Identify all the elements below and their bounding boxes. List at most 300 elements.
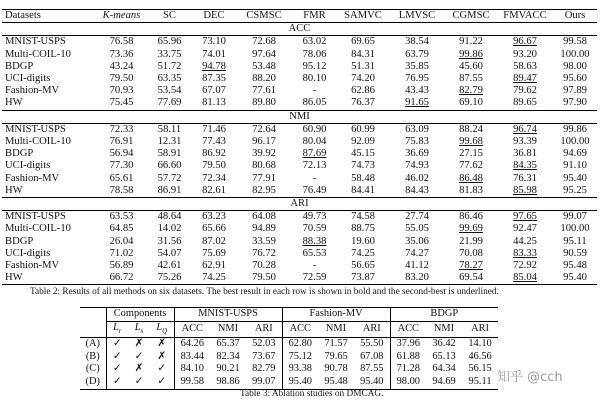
table-cell: 33.75: [157, 48, 182, 60]
table-cell: 93.39: [513, 136, 537, 148]
ablation-cell: 62.80: [288, 338, 312, 350]
column-header-9: FMVACC: [497, 10, 553, 23]
ablation-cell: 79.65: [324, 350, 348, 362]
table-cell: 88.38: [302, 235, 327, 247]
column-header-8: CGMSC: [445, 10, 497, 23]
table-cell: 45.15: [351, 148, 375, 160]
column-header-2: SC: [147, 10, 192, 23]
metric-nmi: NMI: [318, 321, 354, 338]
column-header-5: FMR: [292, 10, 337, 23]
table-cell: 99.68: [459, 136, 483, 148]
table-cell: 99.86: [459, 48, 483, 60]
table-cell: 70.59: [302, 223, 327, 235]
ablation-row-id: (C): [85, 363, 100, 375]
component-lr: $L_r$: [106, 321, 128, 338]
table-cell: 86.05: [302, 97, 327, 109]
ablation-row: [80, 338, 498, 351]
table-cell: 81.13: [202, 97, 226, 109]
ablation-cell: 64.26: [180, 338, 204, 350]
table-cell: 76.95: [405, 73, 429, 85]
table-cell: 70.93: [109, 85, 134, 97]
table-cell: 100.00: [560, 48, 590, 60]
metric-ari: ARI: [246, 321, 282, 338]
dataset-name: UCI-digits: [5, 247, 51, 259]
table-cell: 82.95: [252, 184, 276, 196]
section-label: ACC: [2, 23, 597, 36]
ablation-cell: 95.11: [462, 376, 498, 389]
table-row: [2, 173, 597, 185]
table-cell: 89.65: [513, 97, 537, 109]
ablation-cell: 90.78: [324, 363, 348, 375]
table-cell: 58.63: [513, 60, 537, 72]
cross-icon: ✗: [134, 338, 144, 350]
table-cell: 65.53: [302, 247, 327, 259]
ablation-cell: 37.96: [396, 338, 420, 350]
table-cell: 35.85: [405, 60, 429, 72]
table-cell: 80.10: [302, 73, 327, 85]
table-cell: 100.00: [560, 136, 590, 148]
column-header-3: DEC: [192, 10, 236, 23]
section-label: ARI: [2, 198, 597, 211]
table-cell: 42.61: [157, 260, 182, 272]
cross-icon: ✗: [150, 338, 174, 351]
table-cell: 78.06: [302, 48, 327, 60]
table-cell: 72.92: [513, 260, 537, 272]
table-cell: 96.74: [513, 123, 537, 135]
table-cell: 90.59: [563, 247, 587, 259]
ablation-cell: 82.34: [216, 350, 240, 362]
table-cell: 56.89: [109, 260, 134, 272]
table-cell: 88.75: [351, 223, 375, 235]
ablation-cell: 90.21: [216, 363, 240, 375]
ablation-cell: 61.88: [396, 350, 420, 362]
check-icon: ✓: [106, 351, 128, 364]
table-cell: 33.59: [252, 235, 276, 247]
table-cell: 85.04: [497, 272, 553, 285]
ablation-cell: 75.12: [288, 350, 312, 362]
table-cell: 84.41: [351, 184, 375, 196]
ablation-cell: 71.28: [396, 363, 420, 375]
table-cell: 31.56: [157, 235, 182, 247]
table-cell: 95.11: [563, 235, 587, 247]
table-cell: -: [312, 260, 317, 272]
dataset-name: Multi-COIL-10: [5, 223, 71, 235]
table-row: [2, 61, 597, 73]
table-cell: 70.28: [252, 260, 276, 272]
ablation-cell: 65.13: [432, 350, 456, 362]
table-cell: 58.11: [157, 123, 182, 135]
table-cell: 60.99: [351, 123, 375, 135]
table-cell: 95.60: [563, 73, 587, 85]
check-icon: ✓: [150, 363, 174, 376]
table-cell: 87.69: [302, 148, 327, 160]
metric-acc: ACC: [174, 321, 210, 338]
table-cell: 88.24: [459, 123, 483, 135]
table-cell: 74.58: [351, 211, 375, 223]
table-cell: 62.91: [202, 260, 226, 272]
table-cell: 79.50: [202, 160, 226, 172]
table-row: [2, 97, 597, 110]
table-cell: 94.78: [202, 60, 226, 72]
table-cell: 65.66: [202, 223, 226, 235]
table-row: [2, 136, 597, 148]
column-header-10: Ours: [553, 10, 597, 23]
table-cell: 100.00: [560, 223, 590, 235]
table-cell: 76.37: [351, 97, 375, 109]
ablation-row-id: (B): [85, 350, 100, 362]
table-row: [2, 211, 597, 224]
table-cell: 65.61: [109, 172, 134, 184]
table-row: [2, 160, 597, 172]
table-cell: 53.48: [252, 60, 276, 72]
table-cell: 73.36: [109, 48, 134, 60]
table-cell: 86.92: [202, 148, 226, 160]
table-cell: 97.65: [513, 211, 537, 223]
check-icon: ✓: [134, 350, 144, 362]
table-cell: 77.43: [202, 136, 226, 148]
table-cell: 78.27: [459, 260, 483, 272]
table-cell: 58.91: [157, 148, 182, 160]
table-cell: 79.50: [236, 272, 292, 285]
table-cell: 74.25: [192, 272, 236, 285]
table-cell: 84.43: [405, 184, 429, 196]
table-row: [2, 148, 597, 160]
table-cell: 95.25: [563, 184, 587, 196]
ablation-cell: 82.79: [246, 363, 282, 376]
table-cell: 72.64: [252, 123, 276, 135]
dataset-name: BDGP: [5, 235, 34, 247]
table-cell: 62.86: [351, 85, 375, 97]
table-cell: 85.98: [513, 184, 537, 196]
section-header-row: [2, 198, 597, 211]
components-label: Components: [106, 308, 174, 322]
table-cell: 53.54: [157, 85, 182, 97]
table-cell: 87.35: [202, 73, 226, 85]
table-cell: 69.10: [459, 97, 483, 109]
table-cell: 21.99: [459, 235, 483, 247]
table-cell: 96.17: [252, 136, 276, 148]
table-row: [2, 73, 597, 85]
table-cell: 67.07: [202, 85, 226, 97]
table-cell: 27.15: [459, 148, 483, 160]
dataset-name: BDGP: [5, 148, 34, 160]
table-row: [2, 49, 597, 61]
table-cell: 58.48: [351, 172, 375, 184]
table-cell: 27.74: [405, 211, 429, 223]
component-lq: $L_Q$: [150, 321, 174, 338]
ablation-cell: 99.07: [246, 376, 282, 389]
ablation-row-id: (D): [80, 376, 106, 389]
table-cell: 82.79: [459, 85, 483, 97]
ablation-cell: 95.40: [354, 376, 390, 389]
table-cell: 39.92: [252, 148, 276, 160]
table-cell: 77.62: [459, 160, 483, 172]
table-cell: 64.08: [252, 211, 276, 223]
component-ls: $L_s$: [128, 321, 150, 338]
table-cell: 76.72: [252, 247, 276, 259]
ablation-cell: 83.44: [180, 350, 204, 362]
table-cell: 36.81: [513, 148, 537, 160]
table-cell: 93.20: [513, 48, 537, 60]
ablation-table: [80, 307, 498, 390]
table-cell: 74.73: [351, 160, 375, 172]
table3-caption: Table 3: Ablation studies on DMCAG.: [240, 389, 384, 399]
table-cell: 72.34: [202, 172, 226, 184]
ablation-corner: [80, 308, 106, 322]
table-cell: 38.54: [405, 36, 429, 48]
table-cell: 36.69: [405, 148, 429, 160]
table-cell: 95.40: [563, 172, 587, 184]
ablation-cell: 64.34: [432, 363, 456, 375]
table-cell: 79.62: [513, 85, 537, 97]
metric-ari: ARI: [354, 321, 390, 338]
ablation-header-top: [80, 308, 498, 322]
dataset-name: Multi-COIL-10: [5, 136, 71, 148]
ablation-dataset-0: MNIST-USPS: [174, 308, 282, 322]
table-cell: 75.26: [147, 272, 192, 285]
table-cell: 87.55: [459, 73, 483, 85]
dataset-name: BDGP: [5, 60, 34, 72]
table-cell: 88.20: [252, 73, 276, 85]
ablation-cell: 98.00: [390, 376, 426, 389]
table-cell: 66.60: [157, 160, 182, 172]
table-cell: 35.06: [405, 235, 429, 247]
ablation-cell: 14.10: [468, 338, 492, 350]
table-cell: 97.89: [563, 85, 587, 97]
dataset-name: Fashion-MV: [5, 260, 60, 272]
ablation-cell: 93.38: [288, 363, 312, 375]
cross-icon: ✗: [150, 351, 174, 364]
table-cell: 86.91: [157, 184, 182, 196]
dataset-name: MNIST-USPS: [5, 123, 66, 135]
table-row: [2, 123, 597, 136]
table-cell: 72.33: [109, 123, 134, 135]
table-cell: 63.53: [109, 211, 134, 223]
ablation-header-sub: [80, 321, 498, 338]
table-cell: 99.69: [459, 223, 483, 235]
table2-caption: Table 2: Results of all methods on six datasets. The best result in each row is shown in bold and the second-best is underlined.: [30, 287, 499, 297]
table-cell: -: [312, 172, 317, 184]
check-icon: ✓: [106, 376, 128, 389]
table-cell: 57.72: [157, 172, 182, 184]
dataset-name: HW: [5, 184, 23, 196]
ablation-cell: 84.10: [180, 363, 204, 375]
table-cell: 74.20: [351, 73, 375, 85]
metric-acc: ACC: [390, 321, 426, 338]
results-table: [2, 9, 597, 285]
ablation-cell: 56.15: [468, 363, 492, 375]
ablation-cell: 36.42: [432, 338, 456, 350]
table-cell: 63.09: [405, 123, 429, 135]
table-cell: 63.35: [157, 73, 182, 85]
table-cell: 94.69: [563, 148, 587, 160]
table-cell: 74.93: [405, 160, 429, 172]
metric-acc: ACC: [282, 321, 318, 338]
dataset-name: Multi-COIL-10: [5, 48, 71, 60]
table-cell: 77.91: [252, 172, 276, 184]
table-cell: 63.02: [302, 36, 327, 48]
table-cell: 49.73: [302, 211, 327, 223]
table-row: [2, 185, 597, 198]
table-cell: 63.23: [202, 211, 226, 223]
check-icon: ✓: [106, 338, 128, 351]
ablation-cell: 46.56: [468, 350, 492, 362]
table-row: [2, 236, 597, 248]
table-cell: 74.01: [202, 48, 226, 60]
table-cell: 91.65: [405, 97, 429, 109]
table-cell: 64.85: [109, 223, 134, 235]
dataset-name: Fashion-MV: [5, 85, 60, 97]
ablation-cell: 98.86: [210, 376, 246, 389]
table-cell: 76.31: [513, 172, 537, 184]
table-row: [2, 272, 597, 285]
table-cell: 56.94: [109, 148, 134, 160]
table-cell: 89.47: [513, 73, 537, 85]
cross-icon: ✗: [134, 363, 144, 375]
ablation-cell: 73.67: [246, 351, 282, 364]
table-cell: 55.05: [405, 223, 429, 235]
table-row: [2, 248, 597, 260]
table-cell: 48.64: [157, 211, 182, 223]
table-cell: 63.79: [405, 48, 429, 60]
table-cell: 80.04: [302, 136, 327, 148]
table-cell: 94.89: [252, 223, 276, 235]
table-cell: 51.31: [351, 60, 375, 72]
table-cell: 70.08: [459, 247, 483, 259]
table-cell: 75.69: [202, 247, 226, 259]
column-header-7: LMVSC: [389, 10, 445, 23]
check-icon: ✓: [106, 363, 128, 376]
table-cell: 91.22: [459, 36, 483, 48]
table-cell: 79.50: [109, 73, 134, 85]
table-cell: 66.72: [96, 272, 147, 285]
table-cell: 75.45: [109, 97, 134, 109]
dataset-name: UCI-digits: [5, 160, 51, 172]
table-cell: 99.07: [563, 211, 587, 223]
table-cell: 54.07: [157, 247, 182, 259]
table-cell: 92.09: [351, 136, 375, 148]
ablation-row: [80, 363, 498, 376]
column-header-6: SAMVC: [337, 10, 389, 23]
table-cell: 99.86: [563, 123, 587, 135]
table-cell: 73.10: [202, 36, 226, 48]
table-row: [2, 85, 597, 97]
table-row: [2, 223, 597, 235]
table-cell: 26.04: [109, 235, 134, 247]
table-cell: 97.64: [252, 48, 276, 60]
table-cell: 89.80: [252, 97, 276, 109]
watermark: 知乎 @cch: [497, 370, 563, 385]
table-cell: 72.68: [252, 36, 276, 48]
table-cell: 95.48: [563, 260, 587, 272]
table-cell: 60.90: [302, 123, 327, 135]
column-header-0: Datasets: [2, 10, 96, 23]
table-cell: 46.02: [405, 172, 429, 184]
table-cell: 41.12: [405, 260, 429, 272]
table-cell: 77.61: [252, 85, 276, 97]
table-cell: 91.10: [563, 160, 587, 172]
table-cell: 69.65: [351, 36, 375, 48]
table-cell: 81.83: [459, 184, 483, 196]
metric-nmi: NMI: [210, 321, 246, 338]
table-cell: 74.27: [405, 247, 429, 259]
table-cell: 99.58: [563, 36, 587, 48]
dataset-name: MNIST-USPS: [5, 211, 66, 223]
table-cell: 87.02: [202, 235, 226, 247]
table-cell: 51.72: [157, 60, 182, 72]
table-cell: 77.30: [109, 160, 134, 172]
table-cell: 82.61: [202, 184, 226, 196]
dataset-name: UCI-digits: [5, 73, 51, 85]
table-cell: 19.60: [351, 235, 375, 247]
ablation-cell: 99.58: [174, 376, 210, 389]
ablation-row: [80, 376, 498, 389]
table-cell: 75.83: [405, 136, 429, 148]
table-cell: 97.90: [563, 97, 587, 109]
table-cell: 77.69: [157, 97, 182, 109]
table-row: [2, 260, 597, 272]
table-cell: 56.65: [351, 260, 375, 272]
table-cell: 95.40: [553, 272, 597, 285]
table-cell: 98.00: [563, 60, 587, 72]
table-cell: 71.02: [109, 247, 134, 259]
ablation-cell: 94.69: [426, 376, 462, 389]
table-cell: 78.58: [109, 184, 134, 196]
table-cell: 86.46: [459, 211, 483, 223]
table-cell: 73.87: [337, 272, 389, 285]
ablation-cell: 95.48: [318, 376, 354, 389]
table-cell: 44.25: [513, 235, 537, 247]
metric-nmi: NMI: [426, 321, 462, 338]
ablation-dataset-1: Fashion-MV: [282, 308, 390, 322]
table-cell: 43.24: [109, 60, 134, 72]
table-cell: 76.58: [109, 36, 134, 48]
table-cell: 96.67: [513, 36, 537, 48]
ablation-corner-sub: [80, 321, 106, 338]
table-cell: 12.31: [157, 136, 182, 148]
dataset-name: HW: [2, 272, 96, 285]
table-cell: 72.59: [292, 272, 337, 285]
check-icon: ✓: [128, 376, 150, 389]
check-icon: ✓: [150, 376, 174, 389]
results-table-body: [2, 23, 597, 285]
section-header-row: [2, 23, 597, 36]
ablation-cell: 55.50: [354, 338, 390, 351]
ablation-dataset-2: BDGP: [390, 308, 498, 322]
table-cell: 69.54: [445, 272, 497, 285]
table-cell: 72.13: [302, 160, 327, 172]
ablation-cell: 65.37: [216, 338, 240, 350]
column-header-1: K-means: [96, 10, 147, 23]
ablation-cell: 67.08: [354, 351, 390, 364]
table-cell: 14.02: [157, 223, 182, 235]
table-cell: 83.33: [513, 247, 537, 259]
table-cell: -: [312, 85, 317, 97]
table-cell: 83.20: [389, 272, 445, 285]
ablation-row: [80, 351, 498, 364]
table-cell: 86.48: [459, 172, 483, 184]
column-header-4: CSMSC: [236, 10, 292, 23]
metric-ari: ARI: [462, 321, 498, 338]
table-cell: 45.60: [459, 60, 483, 72]
section-label: NMI: [2, 110, 597, 123]
table-cell: 76.91: [109, 136, 134, 148]
table-cell: 80.68: [252, 160, 276, 172]
ablation-table-body: [80, 338, 498, 389]
table-cell: 84.31: [351, 48, 375, 60]
table-cell: 65.96: [157, 36, 182, 48]
results-table-header: [2, 10, 597, 23]
